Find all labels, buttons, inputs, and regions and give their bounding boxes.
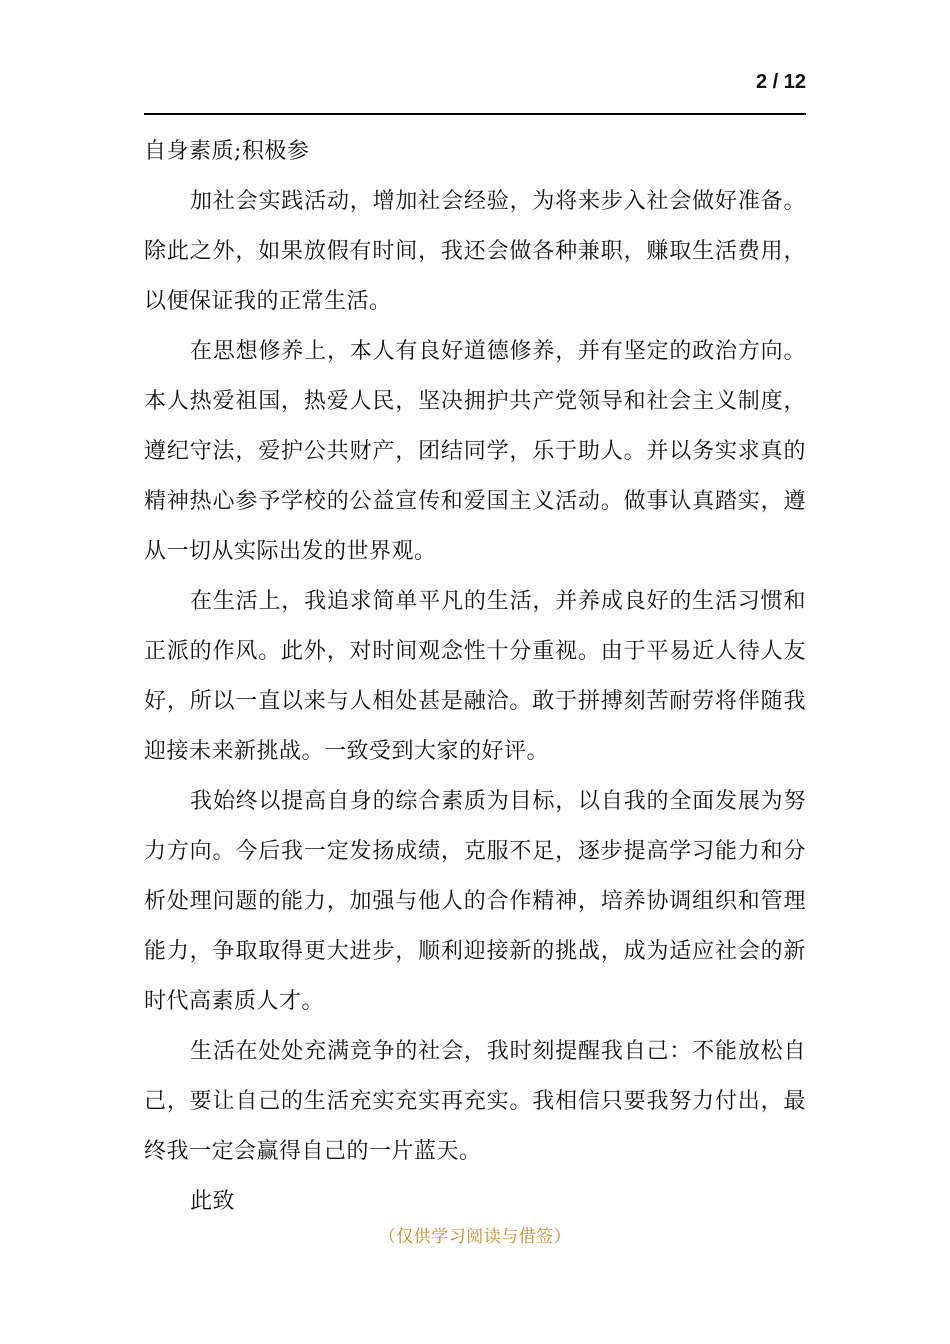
paragraph-social-practice: 加社会实践活动，增加社会经验，为将来步入社会做好准备。除此之外，如果放假有时间，我还会做各种兼职，赚取生活费用，以便保证我的正常生活。 [144,189,806,314]
footer-disclaimer: （仅供学习阅读与借签） [378,1227,572,1247]
paragraph-goals: 我始终以提高自身的综合素质为目标，以自我的全面发展为努力方向。今后我一定发扬成绩，克服不足，逐步提高学习能力和分析处理问题的能力，加强与他人的合作精神，培养协调组织和管理能力，争取取得更大进步，顺利迎接新的挑战，成为适应社会的新时代高素质人才。 [144,789,806,1014]
paragraph-life: 在生活上，我追求简单平凡的生活，并养成良好的生活习惯和正派的作风。此外，对时间观念性十分重视。由于平易近人待人友好，所以一直以来与人相处甚是融洽。敢于拼搏刻苦耐劳将伴随我迎接未来新挑战。一致受到大家的好评。 [144,589,806,764]
paragraph-closing: 此致 [190,1189,236,1214]
page-number: 2 / 12 [755,71,806,93]
paragraph-ideology: 在思想修养上，本人有良好道德修养，并有坚定的政治方向。本人热爱祖国，热爱人民，坚决拥护共产党领导和社会主义制度，遵纪守法，爱护公共财产，团结同学，乐于助人。并以务实求真的精神热心参予学校的公益宣传和爱国主义活动。做事认真踏实，遵从一切从实际出发的世界观。 [144,339,806,564]
paragraph-competition: 生活在处处充满竞争的社会，我时刻提醒我自己：不能放松自己，要让自己的生活充实充实再充实。我相信只要我努力付出，最终我一定会赢得自己的一片蓝天。 [144,1039,806,1164]
paragraph-continuation: 自身素质;积极参 [144,139,310,164]
document-body [144,127,806,1227]
header-divider [144,113,806,115]
